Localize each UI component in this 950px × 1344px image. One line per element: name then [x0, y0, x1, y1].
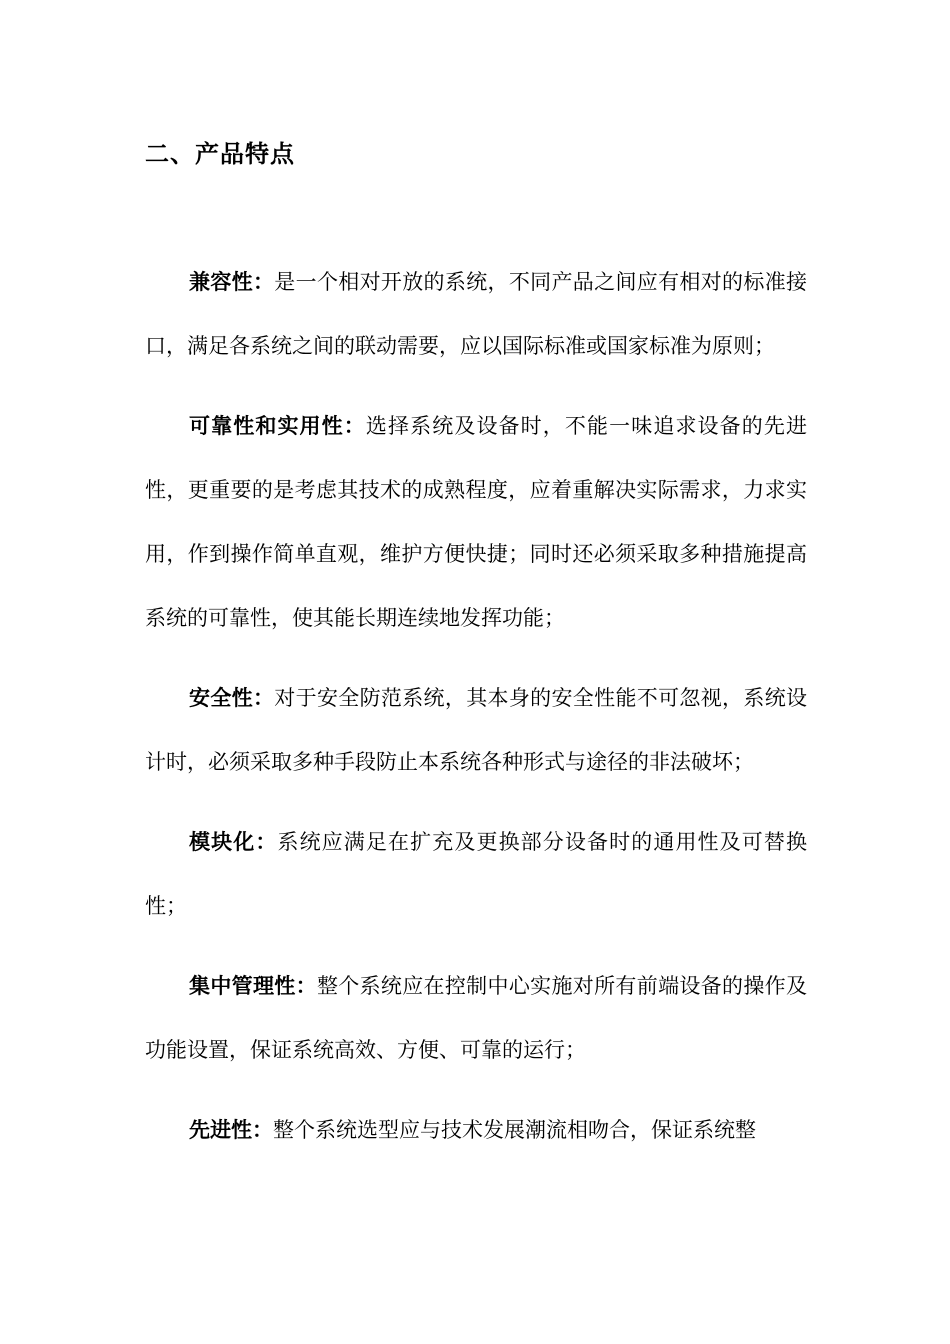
- section-heading: 二、产品特点: [145, 139, 295, 168]
- paragraph-compatibility: [145, 250, 807, 378]
- paragraph-reliability: [145, 394, 807, 650]
- paragraph-text: 整个系统选型应与技术发展潮流相吻合，保证系统整: [273, 1118, 756, 1142]
- paragraph-modularity: [145, 810, 807, 938]
- paragraph-term: 模块化：: [189, 829, 278, 854]
- paragraph-advancement: [145, 1098, 807, 1162]
- paragraph-term: 兼容性：: [189, 269, 275, 294]
- paragraph-text: 是一个相对开放的系统，不同产品之间应有相对的标准接口，满足各系统之间的联动需要，应以国际标准或国家标准为原则；: [145, 270, 808, 358]
- paragraph-security: [145, 666, 807, 794]
- paragraph-term: 可靠性和实用性：: [189, 413, 366, 438]
- paragraph-text: 整个系统应在控制中心实施对所有前端设备的操作及功能设置，保证系统高效、方便、可靠的运行；: [145, 974, 808, 1062]
- document-body: [145, 250, 807, 1178]
- paragraph-centralized-management: [145, 954, 807, 1082]
- paragraph-text: 选择系统及设备时，不能一味追求设备的先进性，更重要的是考虑其技术的成熟程度，应着重解决实际需求，力求实用，作到操作简单直观，维护方便快捷；同时还必须采取多种措施提高系统的可靠性，使其能长期连续地发挥功能；: [145, 414, 807, 630]
- paragraph-text: 对于安全防范系统，其本身的安全性能不可忽视，系统设计时，必须采取多种手段防止本系统各种形式与途径的非法破坏；: [145, 686, 808, 774]
- paragraph-term: 先进性：: [189, 1117, 273, 1142]
- paragraph-term: 安全性：: [189, 685, 275, 710]
- paragraph-term: 集中管理性：: [189, 973, 317, 998]
- paragraph-text: 系统应满足在扩充及更换部分设备时的通用性及可替换性；: [145, 830, 808, 918]
